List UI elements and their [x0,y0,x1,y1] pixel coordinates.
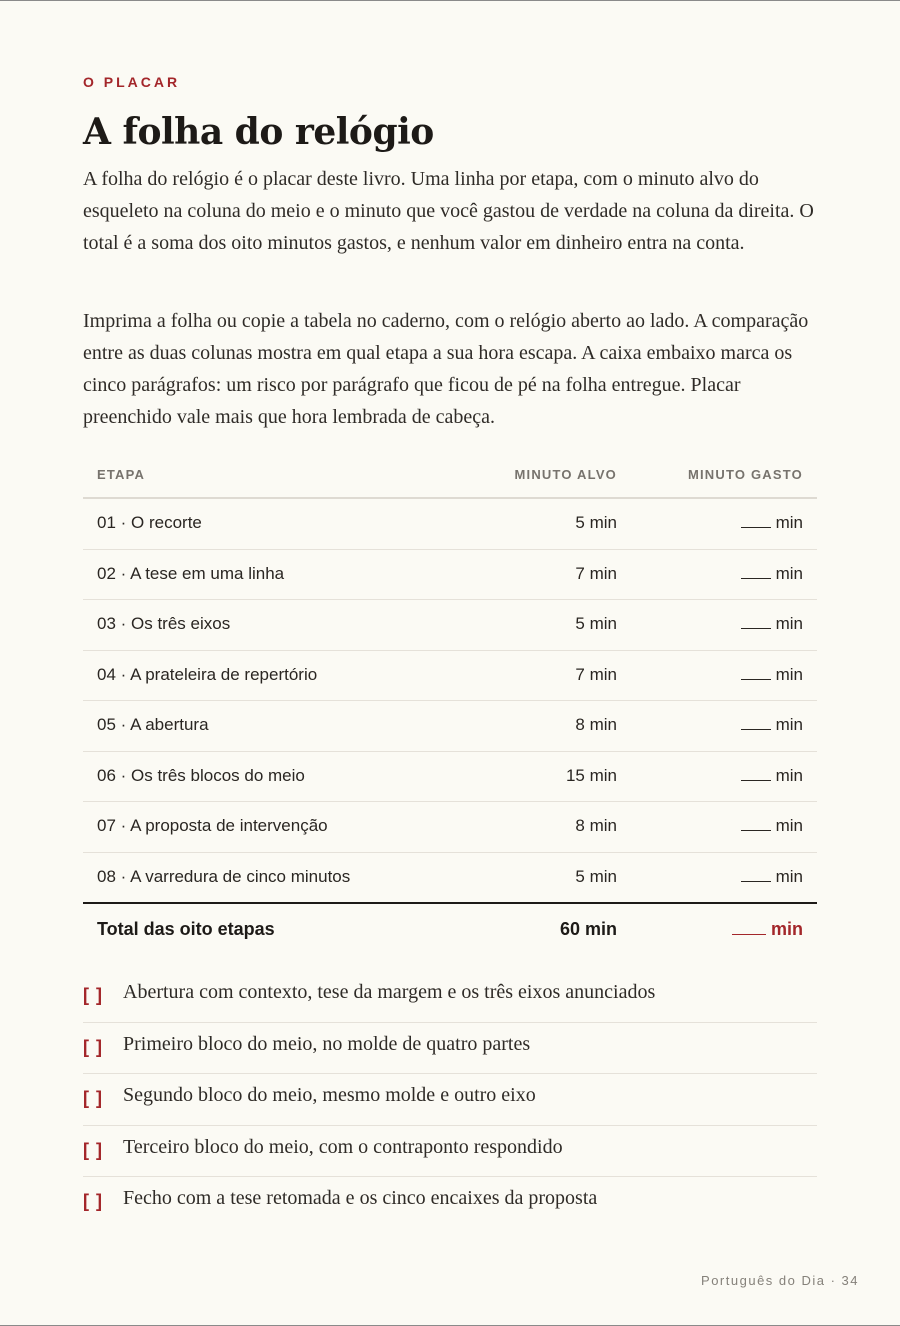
spent-unit: min [775,866,803,886]
spent-unit: min [775,513,803,532]
instructions-paragraph: Imprima a folha ou copie a tabela no caderno, com o relógio aberto ao lado. A comparação entre as duas colunas mostra em qual etapa a sua hora escapa. A caixa embaixo marca os cinco parágrafos: um risco por parágrafo que ficou de pé na folha entregue. Placar preenchido vale mais que hora lembrada de cabeça. [83,310,809,428]
total-spent-field[interactable] [732,919,803,940]
stage-cell: 06 · Os três blocos do meio [97,765,305,785]
stage-cell: 05 · A abertura [97,715,209,734]
target-cell: 5 min [575,614,617,633]
spent-field[interactable] [741,766,803,786]
checkbox[interactable]: [ ] [83,1139,103,1160]
spent-field[interactable] [741,816,803,836]
checklist-item [83,1126,817,1178]
checklist-item [83,971,817,1023]
spent-unit: min [775,765,803,785]
checklist-item [83,1023,817,1075]
target-cell: 5 min [575,513,617,532]
spent-unit: min [775,715,803,734]
checklist-item-label: Segundo bloco do meio, mesmo molde e outro eixo [123,1084,536,1106]
checklist-item-label: Fecho com a tese retomada e os cinco encaixes da proposta [123,1187,598,1209]
checklist-item-label: Primeiro bloco do meio, no molde de quatro partes [123,1032,531,1055]
checklist-item [83,1177,817,1228]
spent-field[interactable] [741,564,803,584]
table-row [83,853,817,905]
table-row [83,499,817,550]
scoreboard-table [83,453,817,956]
table-row [83,651,817,702]
checkbox[interactable]: [ ] [83,985,103,1005]
intro-paragraph: A folha do relógio é o placar deste livro. Uma linha por etapa, com o minuto alvo do esqueleto na coluna do meio e o minuto que você gastou de verdade na coluna da direita. O total é a soma dos oito minutos gastos, e nenhum valor em dinheiro entra na conta. [83,168,814,254]
page-footer: Português do Dia · 34 [701,1273,859,1288]
checkbox[interactable]: [ ] [83,1191,103,1211]
checkbox[interactable]: [ ] [83,1088,103,1108]
table-row [83,752,817,803]
total-label: Total das oito etapas [97,919,275,939]
spent-unit: min [775,664,803,684]
spent-field[interactable] [741,867,803,887]
stage-cell: 08 · A varredura de cinco minutos [97,866,351,886]
stage-cell: 07 · A proposta de intervenção [97,816,328,835]
header-target-minute: MINUTO ALVO [514,467,617,482]
stage-cell: 03 · Os três eixos [97,614,231,633]
spent-unit: min [775,816,803,835]
spent-unit: min [775,614,803,633]
total-target: 60 min [559,919,617,939]
target-cell: 7 min [575,563,617,583]
target-cell: 7 min [575,664,617,684]
table-row [83,550,817,601]
page-title: A folha do relógio [83,111,434,153]
spent-unit: min [775,563,803,583]
section-eyebrow: O PLACAR [83,74,181,90]
table-row [83,600,817,651]
target-cell: 8 min [575,715,617,734]
spent-field[interactable] [741,614,803,634]
table-row [83,802,817,853]
header-spent-minute: MINUTO GASTO [687,467,803,482]
table-header [83,453,817,499]
header-stage: ETAPA [97,467,146,482]
spent-field[interactable] [741,665,803,685]
stage-cell: 01 · O recorte [97,513,202,532]
target-cell: 5 min [575,866,617,886]
checklist-item [83,1074,817,1126]
stage-cell: 02 · A tese em uma linha [97,563,285,583]
total-unit: min [770,919,803,939]
checklist-item-label: Terceiro bloco do meio, com o contraponto respondido [123,1135,563,1158]
checkbox[interactable]: [ ] [83,1036,103,1057]
stage-cell: 04 · A prateleira de repertório [97,664,318,684]
spent-field[interactable] [741,715,803,735]
checklist-item-label: Abertura com contexto, tese da margem e os três eixos anunciados [123,981,656,1003]
target-cell: 15 min [565,765,617,785]
paragraph-checklist [83,971,817,1228]
target-cell: 8 min [575,816,617,835]
table-body [83,499,817,904]
table-row [83,701,817,752]
spent-field[interactable] [741,513,803,533]
table-total-row [83,904,817,956]
